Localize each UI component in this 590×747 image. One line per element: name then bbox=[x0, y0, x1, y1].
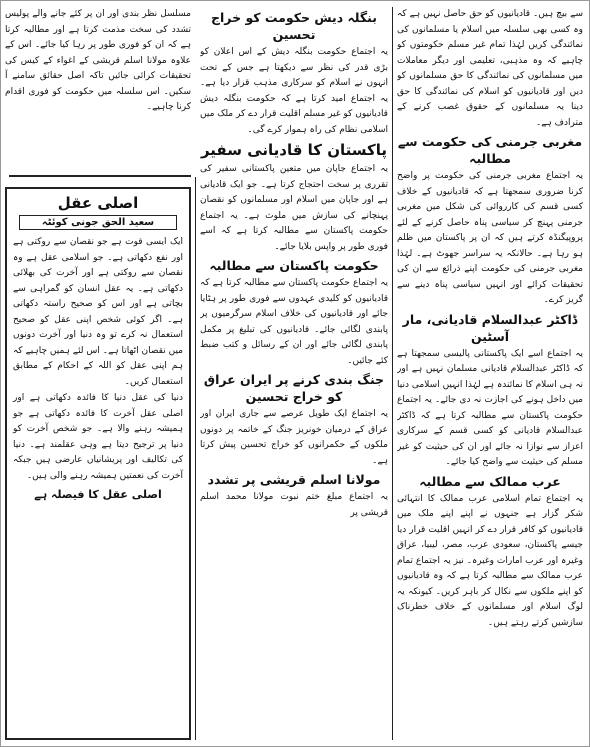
col2-paragraph-2: یہ اجتماع جاپان میں متعین پاکستانی سفیر کی تقرری پر سخت احتجاج کرتا ہے۔ جو ایک قادیانی ہے اور جاپان میں اسلام اور مسلمانوں کو نقصان پہنچانے کی سازش میں ملوث ہے۔ یہ اجتماع حکومت پاکستان سے مطالبہ کرتا ہے کہ اسے فوری طور پر واپس بلایا جائے۔ bbox=[200, 164, 388, 252]
box-title: اصلی عقل bbox=[57, 194, 139, 212]
column-middle bbox=[200, 7, 388, 740]
col2-paragraph-5: یہ اجتماع مبلغ ختم نبوت مولانا محمد اسلم قریشی پر bbox=[200, 492, 388, 518]
heading-abdus-salam: ڈاکٹر عبدالسلام قادیانی، مار آسٹین bbox=[402, 311, 578, 344]
column-right bbox=[397, 7, 583, 740]
heading-iran-iraq: جنگ بندی کرنے پر ایران عراق کو خراج تحسین bbox=[203, 372, 385, 404]
heading-west-germany: مغربی جرمنی کی حکومت سے مطالبہ bbox=[397, 134, 583, 166]
col1-paragraph-1: یہ اجتماع مغربی جرمنی کی حکومت پر واضح کرنا ضروری سمجھتا ہے کہ قادیانیوں کے خلاف کسی قسم کی کارروائی کی شکل میں مغربی جرمنی پہنچ کر سیاسی پناہ حاصل کرنے کے لئے پروپیگنڈہ کرتے ہیں کہ ان پر پاکستان میں ظلم ہو رہا ہے۔ حالانکہ یہ سراسر جھوٹ ہے۔ لہٰذا مغربی جرمنی کی حکومت اپنے ذرائع سے ان کی تحقیقات کرائے اور انہیں سیاسی پناہ دینے سے گریز کرے۔ bbox=[397, 171, 583, 305]
col1-paragraph-3: یہ اجتماع تمام اسلامی عرب ممالک کا انتہائی شکر گزار ہے جنہوں نے اپنے اپنے ملک میں قادیانیوں کو کافر قرار دے کر انہیں اقلیت قرار دیا جیسے پاکستان، سعودی عرب، مصر، لیبیا، عراق وغیرہ اور عرب امارات وغیرہ۔ نیز یہ اجتماع تمام عرب ممالک سے مطالبہ کرتا ہے کہ وہ قادیانیوں کو اپنے ملکوں سے نکال کر باہر کریں۔ کیونکہ یہ لوگ اسلام اور مسلمانوں کے خلاف خطرناک سازشیں کرتے رہتے ہیں۔ bbox=[397, 493, 583, 628]
column-left bbox=[5, 7, 191, 740]
col2-paragraph-3: یہ اجتماع حکومت پاکستان سے مطالبہ کرتا ہے کہ قادیانیوں کو کلیدی عہدوں سے فوری طور پر ہٹایا جائے اور قادیانیوں کی خلاف اسلام سرگرمیوں پر پابندی لگائی جائے۔ قادیانیوں کی تبلیغ پر مکمل پابندی لگائی جائے اور ان کے رسائل و کتب ضبط کئے جائیں۔ bbox=[200, 278, 388, 366]
col1-paragraph-2: یہ اجتماع اسے ایک پاکستانی پالیسی سمجھتا ہے کہ ڈاکٹر عبدالسلام قادیانی مسلمان نہیں ہے اور نہ ہی اسلام کا نمائندہ ہے لہٰذا انہیں اسلامی دنیا میں داخل ہونے کی اجازت نہ دی جائے۔ یہ اجتماع حکومت پاکستان سے مطالبہ کرتا ہے کہ ڈاکٹر عبدالسلام قادیانی کو کسی قسم کے سرکاری اعزاز سے نوازا نہ جائے اور ان کی حیثیت کو غیر مسلم کی حیثیت سے واضح کیا جائے۔ bbox=[397, 348, 583, 467]
col3-top-paragraph: مسلسل نظر بندی اور ان پر کئے جانے والے پولیس تشدد کی سخت مذمت کرتا ہے اور مطالبہ کرتا ہے کہ ان کو فوری طور پر رہا کیا جائے۔ اس کے علاوہ مولانا اسلم قریشی کے اغواء کے کیس کی تحقیقات کرائی جائیں تاکہ اصل حقائق سامنے آ سکیں۔ اس سلسلہ میں حکومت کو فوری اقدام کرنا چاہیے۔ bbox=[5, 9, 191, 112]
heading-aslam-qureshi: مولانا اسلم قریشی پر تشدد bbox=[207, 472, 381, 487]
heading-pakistan-government: حکومت پاکستان سے مطالبہ bbox=[209, 258, 379, 273]
box-author: سعید الحق جونی کوئٹہ bbox=[19, 215, 177, 230]
col1-intro: سے بیچ ہیں۔ قادیانیوں کو حق حاصل نہیں ہے کہ وہ کسی بھی سلسلہ میں اسلام یا مسلمانوں کی نمائندگی کریں لہٰذا تمام غیر مسلم حکومتوں کو چاہیے کہ وہ مذہبی، تعلیمی اور دیگر معاملات میں مسلمانوں کی نمائندگی کا حق مسلمانوں کو دیں اور قادیانیوں کو اسلام کی نمائندگی کا حق دینا یہ مسلمانوں کے حقوق غصب کرنے کے مترادف ہے۔ bbox=[397, 9, 583, 128]
column-divider-left bbox=[195, 177, 196, 740]
column-divider-right bbox=[392, 7, 393, 740]
heading-ambassador: پاکستان کا قادیانی سفیر bbox=[200, 141, 388, 159]
box-paragraph-1: ایک ایسی قوت ہے جو نقصان سے روکتی ہے اور نفع دکھاتی ہے۔ جو اسلامی عقل ہے وہ نقصان سے روکتی ہے اور آخرت کی بھلائی دکھاتی ہے۔ یہ عقل انسان کو گمراہی سے بچاتی ہے اور اس کو صحیح راستہ دکھاتی ہے۔ اگر کوئی شخص اپنی عقل کو صحیح استعمال نہ کرے تو وہ دنیا اور آخرت دونوں میں نقصان اٹھاتا ہے۔ اس لئے ہمیں چاہیے کہ ہم اپنی عقل کو اللہ کے احکام کے مطابق استعمال کریں۔ bbox=[13, 237, 183, 387]
col2-paragraph-4: یہ اجتماع ایک طویل عرصے سے جاری ایران اور عراق کے درمیان خونریز جنگ کے خاتمہ پر دونوں ملکوں کے حکمرانوں کو خراج تحسین پیش کرتا ہے۔ bbox=[200, 409, 388, 466]
heading-arab-countries: عرب ممالک سے مطالبہ bbox=[419, 473, 561, 489]
box-paragraph-2: دنیا کی عقل دنیا کا فائدہ دکھاتی ہے اور اصلی عقل آخرت کا فائدہ دکھاتی ہے جو ہمیشہ رہنے والا ہے۔ جو شخص آخرت کو دنیا پر ترجیح دیتا ہے وہی عقلمند ہے۔ دنیا کی تکالیف اور پریشانیاں عارضی ہیں جبکہ آخرت کی نعمتیں ہمیشہ رہنے والی ہیں۔ bbox=[13, 393, 183, 481]
heading-bangladesh: بنگلہ دیش حکومت کو خراج تحسین bbox=[211, 10, 377, 42]
box-verdict: اصلی عقل کا فیصلہ ہے bbox=[34, 488, 162, 501]
col2-paragraph-1: یہ اجتماع حکومت بنگلہ دیش کے اس اعلان کو بڑی قدر کی نظر سے دیکھتا ہے جس کے تحت انہوں نے اسلام کو سرکاری مذہب قرار دیا ہے۔ یہ اجتماع امید کرتا ہے کہ حکومت بنگلہ دیش قادیانیوں کو غیر مسلم اقلیت قرار دے کر ملک میں اسلامی نظام کی راہ ہموار کرے گی۔ bbox=[200, 47, 388, 135]
article-box bbox=[5, 187, 191, 740]
col3-continuation bbox=[5, 7, 191, 171]
